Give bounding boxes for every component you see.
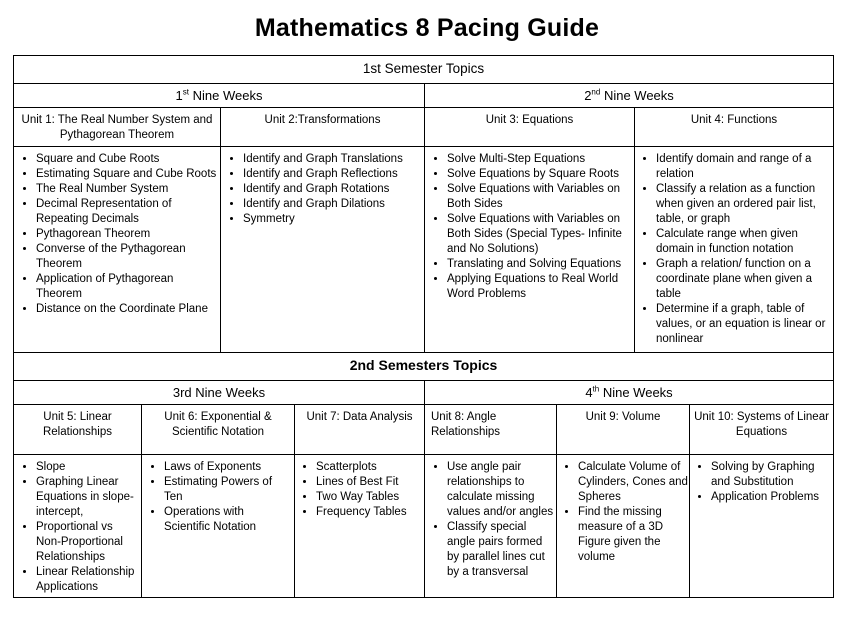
unit-4-header: Unit 4: Functions (690, 114, 778, 126)
topic-item: • Lines of Best Fit (316, 475, 422, 490)
topic-item: • Estimating Square and Cube Roots (36, 167, 218, 182)
topic-item: • Symmetry (243, 212, 422, 227)
unit-5-header: Unit 5: Linear Relationships (42, 411, 113, 438)
topic-item: • Applying Equations to Real World Word Problems (447, 272, 632, 302)
unit-10-header: Unit 10: Systems of Linear Equations (694, 411, 829, 438)
topic-item: • Solve Equations with Variables on Both Sides (447, 182, 632, 212)
topic-item: • Classify a relation as a function when given an ordered pair list, table, or graph (656, 182, 831, 227)
topic-item: • Identify and Graph Reflections (243, 167, 422, 182)
semester-1-header: 1st Semester Topics (362, 61, 485, 76)
unit-3-topics (427, 152, 632, 302)
unit-8-topics (427, 460, 555, 580)
topic-item: • Two Way Tables (316, 490, 422, 505)
topic-item: • Solving by Graphing and Substitution (711, 460, 831, 490)
unit-8-header: Unit 8: Angle Relationships (431, 411, 501, 438)
nine-weeks-2-header: 2nd Nine Weeks (584, 87, 674, 103)
topic-item: • Identify and Graph Translations (243, 152, 422, 167)
nine-weeks-1-header: 1st Nine Weeks (175, 87, 263, 103)
topic-item: • Laws of Exponents (164, 460, 292, 475)
topic-item: • Find the missing measure of a 3D Figure given the volume (578, 505, 688, 565)
topic-item: • Frequency Tables (316, 505, 422, 520)
unit-7-topics (296, 460, 422, 520)
topic-item: • Calculate range when given domain in function notation (656, 227, 831, 257)
topic-item: • Classify special angle pairs formed by parallel lines cut by a transversal (447, 520, 555, 580)
unit-1-topics (16, 152, 218, 317)
pacing-table (13, 55, 834, 598)
unit-6-header: Unit 6: Exponential & Scientific Notation (164, 411, 272, 438)
topic-item: • Converse of the Pythagorean Theorem (36, 242, 218, 272)
topic-item: • Linear Relationship Applications (36, 565, 139, 595)
topic-item: • Solve Equations by Square Roots (447, 167, 632, 182)
topic-item: • Identify and Graph Dilations (243, 197, 422, 212)
unit-5-topics (16, 460, 139, 595)
topic-item: • Slope (36, 460, 139, 475)
unit-2-topics (223, 152, 422, 227)
topic-item: • Use angle pair relationships to calculate missing values and/or angles (447, 460, 555, 520)
topic-item: • Operations with Scientific Notation (164, 505, 292, 535)
topic-item: • Decimal Representation of Repeating Decimals (36, 197, 218, 227)
topic-item: • Calculate Volume of Cylinders, Cones and Spheres (578, 460, 688, 505)
unit-9-header: Unit 9: Volume (585, 411, 661, 423)
unit-4-topics (636, 152, 831, 347)
topic-item: • Translating and Solving Equations (447, 257, 632, 272)
unit-7-header: Unit 7: Data Analysis (306, 411, 413, 423)
topic-item: • Application Problems (711, 490, 831, 505)
topic-item: • Determine if a graph, table of values, or an equation is linear or nonlinear (656, 302, 831, 347)
topic-item: • Application of Pythagorean Theorem (36, 272, 218, 302)
topic-item: • The Real Number System (36, 182, 218, 197)
nine-weeks-3-header: 3rd Nine Weeks (172, 385, 266, 400)
topic-item: • Solve Multi-Step Equations (447, 152, 632, 167)
topic-item: • Graphing Linear Equations in slope-intercept, (36, 475, 139, 520)
nine-weeks-4-header: 4th Nine Weeks (585, 384, 673, 400)
topic-item: • Pythagorean Theorem (36, 227, 218, 242)
topic-item: • Identify and Graph Rotations (243, 182, 422, 197)
topic-item: • Distance on the Coordinate Plane (36, 302, 218, 317)
topic-item: • Proportional vs Non-Proportional Relationships (36, 520, 139, 565)
topic-item: • Estimating Powers of Ten (164, 475, 292, 505)
topic-item: • Solve Equations with Variables on Both Sides (Special Types- Infinite and No Solutions) (447, 212, 632, 257)
unit-1-header: Unit 1: The Real Number System and Pythagorean Theorem (21, 114, 213, 141)
topic-item: • Square and Cube Roots (36, 152, 218, 167)
topic-item: • Identify domain and range of a relation (656, 152, 831, 182)
topic-item: • Graph a relation/ function on a coordinate plane when given a table (656, 257, 831, 302)
unit-9-topics (558, 460, 688, 565)
topic-item: • Scatterplots (316, 460, 422, 475)
semester-2-header: 2nd Semesters Topics (349, 357, 498, 373)
unit-3-header: Unit 3: Equations (485, 114, 574, 126)
unit-10-topics (691, 460, 831, 505)
page-title: Mathematics 8 Pacing Guide (254, 14, 600, 42)
unit-2-header: Unit 2:Transformations (264, 114, 381, 126)
unit-6-topics (144, 460, 292, 535)
